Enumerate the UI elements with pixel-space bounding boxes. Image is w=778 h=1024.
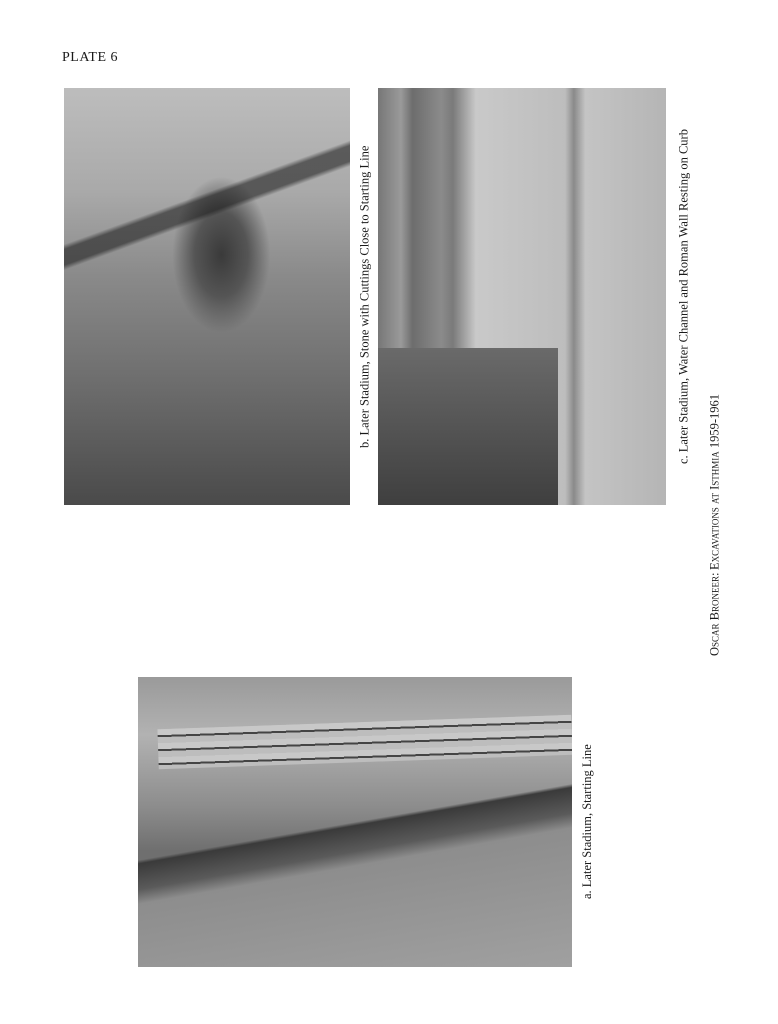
footer-credit [706, 360, 724, 690]
caption-a [580, 677, 598, 967]
caption-a-text: a. Later Stadium, Starting Line [580, 744, 594, 900]
caption-b: b. Later Stadium, Stone with Cuttings Close to Starting Line [357, 145, 372, 448]
footer-author: Oscar Broneer: [707, 572, 722, 657]
photo-b-stone-with-cuttings [64, 88, 350, 505]
photo-a-starting-line [138, 677, 572, 967]
footer-title: Excavations at Isthmia 1959-1961 [707, 393, 722, 570]
caption-c: c. Later Stadium, Water Channel and Roman Wall Resting on Curb [676, 129, 691, 464]
plate-label: PLATE 6 [62, 50, 118, 65]
photo-c-water-channel [378, 88, 666, 505]
